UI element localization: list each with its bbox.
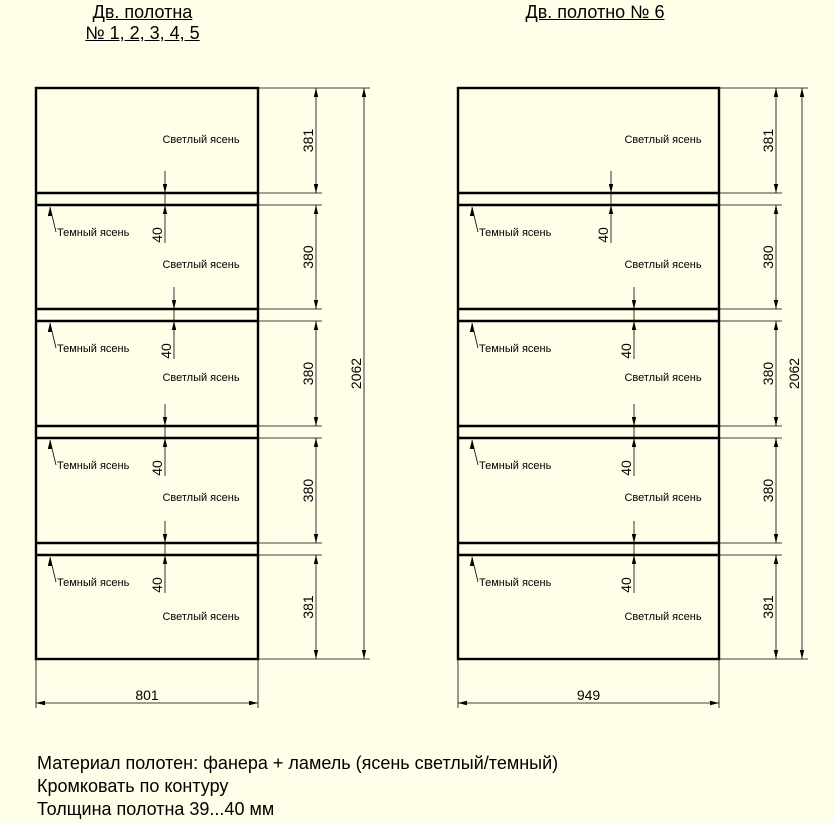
dimension-arrow (249, 701, 258, 705)
dimension-arrow (314, 534, 318, 543)
strip-thickness-label: 40 (158, 343, 174, 359)
dimension-arrow (362, 650, 366, 659)
width-label: 801 (135, 687, 159, 703)
leader-arrow (48, 207, 52, 216)
dimension-arrow (632, 417, 636, 426)
dimension-arrow (774, 650, 778, 659)
dimension-arrow (163, 534, 167, 543)
dimension-arrow (314, 555, 318, 564)
total-height-label: 2062 (786, 357, 802, 390)
door-1 (36, 88, 370, 708)
panel-height-label: 380 (300, 361, 316, 386)
panel-height-label: 380 (760, 478, 776, 503)
note-edging: Кромковать по контуру (37, 776, 229, 796)
leader-arrow (48, 557, 52, 566)
total-height-label: 2062 (348, 357, 364, 390)
dimension-arrow (774, 417, 778, 426)
dimension-arrow (632, 534, 636, 543)
dimension-arrow (163, 184, 167, 193)
leader-arrow (48, 323, 52, 332)
light-ash-label: Светлый ясень (162, 372, 240, 384)
strip-thickness-label: 40 (618, 343, 634, 359)
dimension-arrow (172, 300, 176, 309)
light-ash-label: Светлый ясень (624, 611, 702, 623)
width-label: 949 (576, 687, 601, 703)
strip-thickness-label: 40 (149, 577, 165, 593)
dimension-arrow (172, 321, 176, 330)
dimension-arrow (774, 438, 778, 447)
panel-height-label: 381 (300, 128, 316, 153)
leader-arrow (48, 440, 52, 449)
panel-height-label: 380 (300, 478, 316, 503)
dimension-arrow (774, 555, 778, 564)
strip-thickness-label: 40 (149, 460, 165, 476)
panel-height-label: 381 (760, 128, 776, 153)
leader-arrow (470, 323, 474, 332)
dimension-arrow (314, 650, 318, 659)
dark-ash-label: Темный ясень (479, 460, 552, 472)
dimension-arrow (314, 321, 318, 330)
panel-height-label: 380 (300, 245, 316, 269)
left-door-title-line2: № 1, 2, 3, 4, 5 (85, 23, 200, 43)
dimension-arrow (774, 534, 778, 543)
light-ash-label: Светлый ясень (162, 611, 240, 623)
light-ash-label: Светлый ясень (624, 134, 702, 146)
dimension-arrow (163, 417, 167, 426)
dimension-arrow (800, 88, 804, 97)
dimension-arrow (36, 701, 45, 705)
dark-ash-label: Темный ясень (479, 577, 552, 589)
light-ash-label: Светлый ясень (162, 134, 240, 146)
note-thickness: Толщина полотна 39...40 мм (37, 799, 275, 819)
dimension-arrow (314, 438, 318, 447)
dimension-arrow (314, 417, 318, 426)
dimension-arrow (710, 701, 719, 705)
strip-thickness-label: 40 (595, 227, 611, 243)
dimension-arrow (632, 555, 636, 564)
leader-arrow (470, 440, 474, 449)
dark-ash-label: Темный ясень (57, 343, 130, 355)
dimension-arrow (632, 438, 636, 447)
leader-arrow (470, 207, 474, 216)
light-ash-label: Светлый ясень (624, 259, 702, 271)
light-ash-label: Светлый ясень (162, 492, 240, 504)
panel-height-label: 380 (760, 245, 776, 269)
dimension-arrow (774, 321, 778, 330)
dimension-arrow (163, 555, 167, 564)
dimension-arrow (609, 184, 613, 193)
light-ash-label: Светлый ясень (624, 492, 702, 504)
dark-ash-label: Темный ясень (57, 577, 130, 589)
panel-height-label: 381 (300, 595, 316, 619)
dimension-arrow (632, 321, 636, 330)
dimension-arrow (774, 184, 778, 193)
dimension-arrow (362, 88, 366, 97)
dimension-arrow (774, 205, 778, 214)
strip-thickness-label: 40 (149, 227, 165, 243)
panel-height-label: 381 (760, 595, 776, 619)
light-ash-label: Светлый ясень (162, 259, 240, 271)
left-door-title-line1: Дв. полотна (92, 2, 193, 22)
note-material: Материал полотен: фанера + ламель (ясень светлый/темный) (37, 753, 559, 773)
dimension-arrow (800, 650, 804, 659)
strip-thickness-label: 40 (618, 577, 634, 593)
dimension-arrow (609, 205, 613, 214)
dimension-arrow (458, 701, 467, 705)
light-ash-label: Светлый ясень (624, 372, 702, 384)
dimension-arrow (632, 300, 636, 309)
dimension-arrow (163, 438, 167, 447)
dark-ash-label: Темный ясень (479, 343, 552, 355)
door-2 (458, 88, 808, 708)
dark-ash-label: Темный ясень (57, 460, 130, 472)
dimension-arrow (314, 300, 318, 309)
dark-ash-label: Темный ясень (57, 227, 130, 239)
notes-block (37, 752, 558, 821)
dimension-arrow (314, 184, 318, 193)
leader-arrow (470, 557, 474, 566)
dimension-arrow (314, 88, 318, 97)
dimension-arrow (774, 88, 778, 97)
dark-ash-label: Темный ясень (479, 227, 552, 239)
strip-thickness-label: 40 (618, 460, 634, 476)
dimension-arrow (774, 300, 778, 309)
dimension-arrow (163, 205, 167, 214)
panel-height-label: 380 (760, 361, 776, 386)
right-door-title: Дв. полотно № 6 (525, 2, 665, 22)
dimension-arrow (314, 205, 318, 214)
